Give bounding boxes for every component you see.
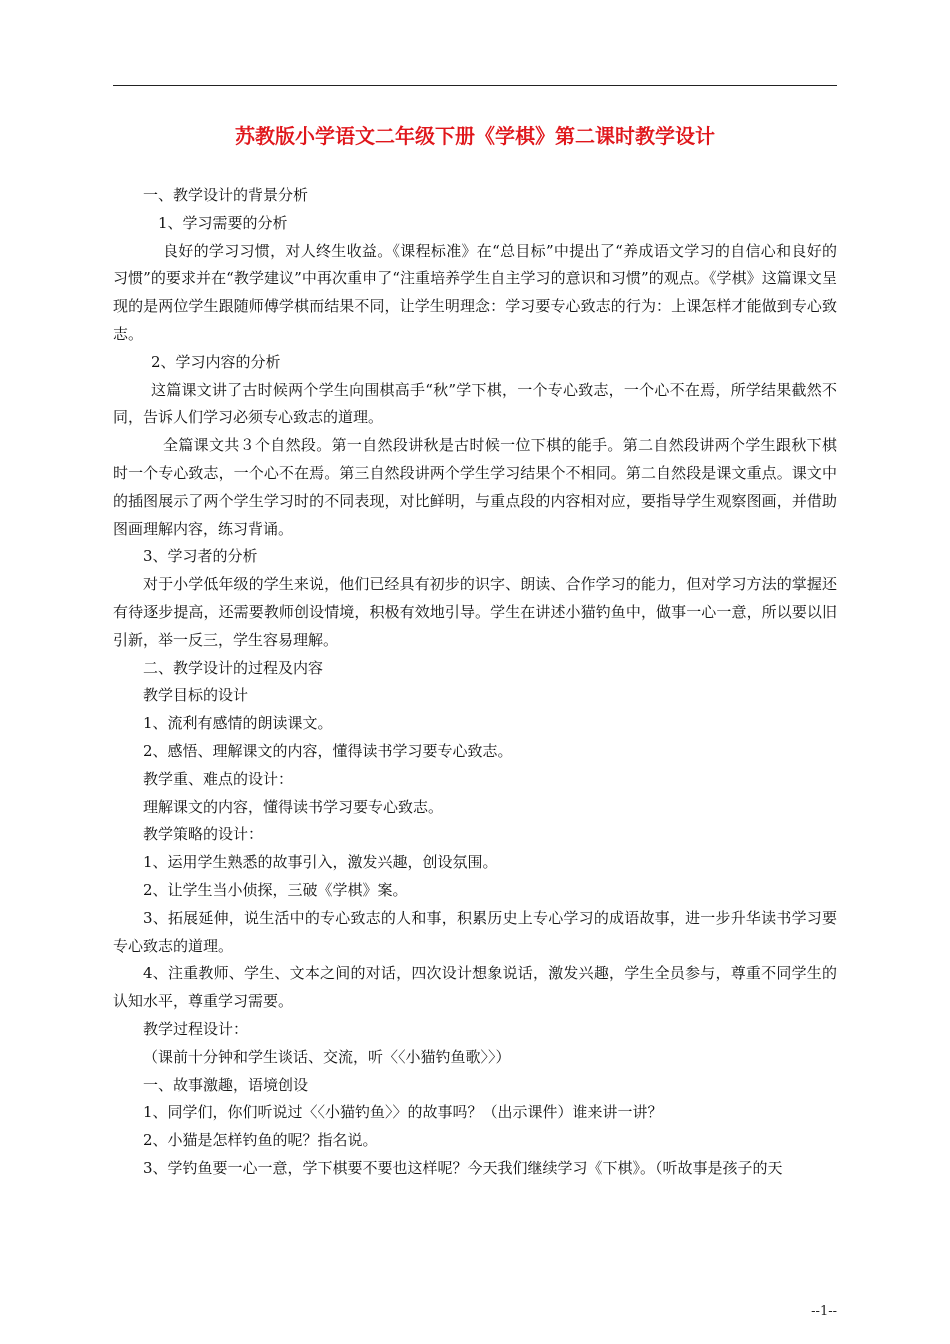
- subsection-heading: 教学过程设计：: [143, 1019, 249, 1038]
- list-item: 2、感悟、理解课文的内容，懂得读书学习要专心致志。: [143, 741, 513, 760]
- body-paragraph: 全篇课文共３个自然段。第一自然段讲秋是古时候一位下棋的能手。第二自然段讲两个学生跟秋下棋时一个专心致志，一个心不在焉。第三自然段讲两个学生学习结果个不相同。第二自然段是课文重点。课文中的插图展示了两个学生学习时的不同表现，对比鲜明，与重点段的内容相对应，要指导学生观察图画，并借助图画理解内容，练习背诵。: [113, 436, 837, 538]
- list-item: 3、拓展延伸，说生活中的专心致志的人和事，积累历史上专心学习的成语故事，进一步升华读书学习要专心致志的道理。: [113, 908, 837, 955]
- header-rule: [113, 85, 837, 86]
- list-item: 2、让学生当小侦探，三破《学棋》案。: [143, 880, 408, 899]
- subsection-heading: 教学策略的设计：: [143, 825, 264, 844]
- body-paragraph: 理解课文的内容，懂得读书学习要专心致志。: [143, 797, 444, 816]
- list-item: 1、同学们，你们听说过〈〈小猫钓鱼〉〉的故事吗？（出示课件）谁来讲一讲？: [143, 1103, 663, 1122]
- section-heading: 一、故事激趣，语境创设: [143, 1075, 309, 1094]
- body-paragraph: 良好的学习习惯，对人终生收益。《课程标准》在“总目标”中提出了“养成语文学习的自信心和良好的习惯”的要求并在“教学建议”中再次重申了“注重培养学生自主学习的意识和习惯”的观点。《学棋》这篇课文呈现的是两位学生跟随师傅学棋而结果不同，让学生明理念：学习要专心致志的行为：上课怎样才能做到专心致志。: [113, 241, 837, 343]
- section-heading: 二、教学设计的过程及内容: [143, 658, 324, 677]
- section-heading: 一、教学设计的背景分析: [143, 186, 309, 204]
- subsection-heading: 1、学习需要的分析: [158, 213, 288, 232]
- list-item: 3、学钓鱼要一心一意，学下棋要不要也这样呢？今天我们继续学习《下棋》。（听故事是孩子的天: [143, 1158, 783, 1177]
- list-item: 2、小猫是怎样钓鱼的呢？指名说。: [143, 1131, 378, 1150]
- list-item: 4、注重教师、学生、文本之间的对话，四次设计想象说话，激发兴趣，学生全员参与，尊重不同学生的认知水平，尊重学习需要。: [113, 964, 837, 1011]
- subsection-heading: 2、学习内容的分析: [151, 352, 281, 371]
- document-body: [113, 182, 837, 1183]
- subsection-heading: 教学重、难点的设计：: [143, 769, 294, 788]
- page-number: --1--: [811, 1304, 837, 1319]
- document-title: 苏教版小学语文二年级下册《学棋》第二课时教学设计: [235, 124, 715, 148]
- list-item: 1、流利有感情的朗读课文。: [143, 714, 333, 733]
- list-item: 1、运用学生熟悉的故事引入，激发兴趣，创设氛围。: [143, 853, 498, 872]
- body-paragraph: 这篇课文讲了古时候两个学生向围棋高手“秋”学下棋，一个专心致志，一个心不在焉，所学结果截然不同，告诉人们学习必须专心致志的道理。: [113, 380, 837, 427]
- subsection-heading: 3、学习者的分析: [143, 547, 258, 566]
- subsection-heading: 教学目标的设计: [143, 686, 249, 705]
- body-paragraph: （课前十分钟和学生谈话、交流，听〈〈小猫钓鱼歌〉〉）: [143, 1047, 511, 1066]
- body-paragraph: 对于小学低年级的学生来说，他们已经具有初步的识字、朗读、合作学习的能力，但对学习方法的掌握还有待逐步提高，还需要教师创设情境，积极有效地引导。学生在讲述小猫钓鱼中，做事一心一意，所以要以旧引新，举一反三，学生容易理解。: [113, 575, 837, 649]
